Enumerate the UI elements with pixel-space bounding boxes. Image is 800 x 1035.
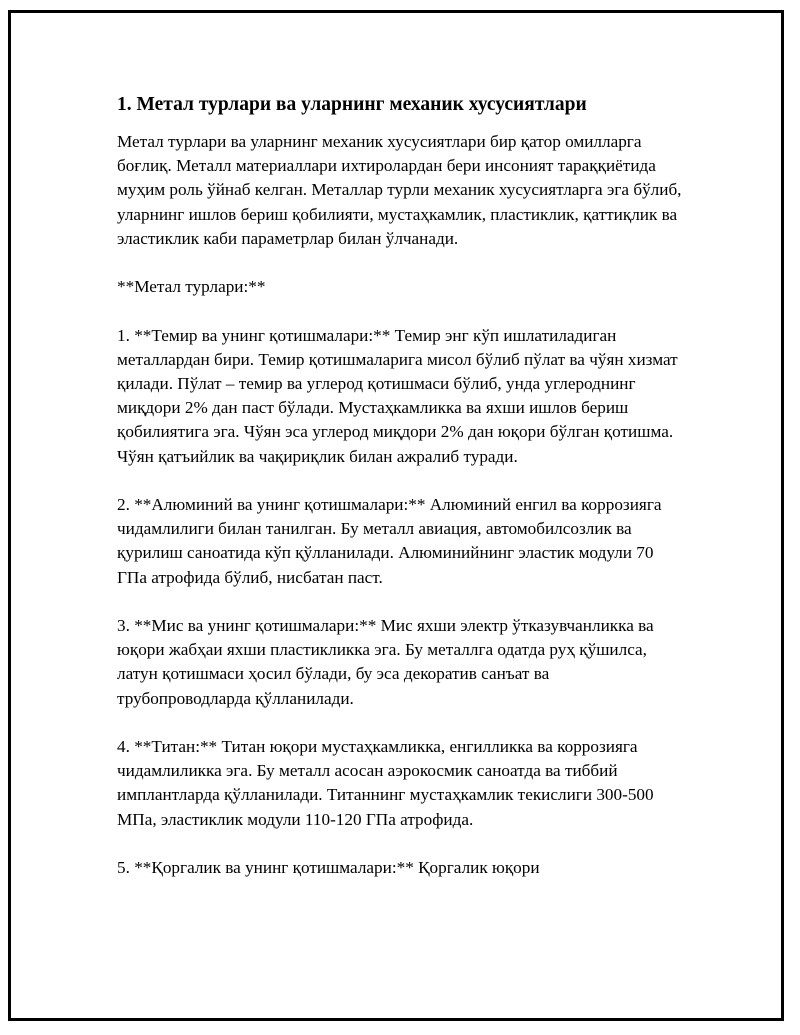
intro-paragraph: Метал турлари ва уларнинг механик хусусиятлари бир қатор омилларга боғлиқ. Металл материаллари ихтиролардан бери инсоният тараққиётида муҳим роль ўйнаб келган. Металлар турли механик хусусиятларга эга бўлиб, уларнинг ишлов бериш қобилияти, мустаҳкамлик, пластиклик, қаттиқлик ва эластиклик каби параметрлар билан ўлчанади. — [117, 132, 682, 248]
titanium-paragraph: 4. **Титан:** Титан юқори мустаҳкамликка, енгилликка ва коррозияга чидамлиликка эга. Бу металл асосан аэрокосмик саноатда ва тиббий имплантларда қўлланилади. Титаннинг мустаҳкамлик текислиги 300-500 МПа, эластиклик модули 110-120 ГПа атрофида. — [117, 737, 654, 829]
section-heading: 1. Метал турлари ва уларнинг механик хусусиятлари — [117, 94, 587, 115]
aluminum-paragraph: 2. **Алюминий ва унинг қотишмалари:** Алюминий енгил ва коррозияга чидамлилиги билан танилган. Бу металл авиация, автомобилсозлик ва қурилиш саноатида кўп қўлланилади. Алюминийнинг эластик модули 70 ГПа атрофида бўлиб, нисбатан паст. — [117, 495, 662, 587]
lead-paragraph: 5. **Қоргалик ва унинг қотишмалари:** Қоргалик юқори — [117, 858, 540, 877]
document-content — [117, 92, 687, 880]
copper-paragraph: 3. **Мис ва унинг қотишмалари:** Мис яхши электр ўтказувчанликка ва юқори жабҳаи яхши пластикликка эга. Бу металлга одатда руҳ қўшилса, латун қотишмаси ҳосил бўлади, бу эса декоратив санъат ва трубопроводларда қўлланилади. — [117, 616, 654, 708]
iron-paragraph: 1. **Темир ва унинг қотишмалари:** Темир энг кўп ишлатиладиган металлардан бири. Темир қотишмаларига мисол бўлиб пўлат ва чўян хизмат қилади. Пўлат – темир ва углерод қотишмаси бўлиб, унда углероднинг миқдори 2% дан паст бўлади. Мустаҳкамликка ва яхши ишлов бериш қобилиятига эга. Чўян эса углерод миқдори 2% дан юқори бўлган қотишма. Чўян қатъийлик ва чақириқлик билан ажралиб туради. — [117, 325, 678, 466]
metal-types-subheading: **Метал турлари:** — [117, 277, 266, 297]
